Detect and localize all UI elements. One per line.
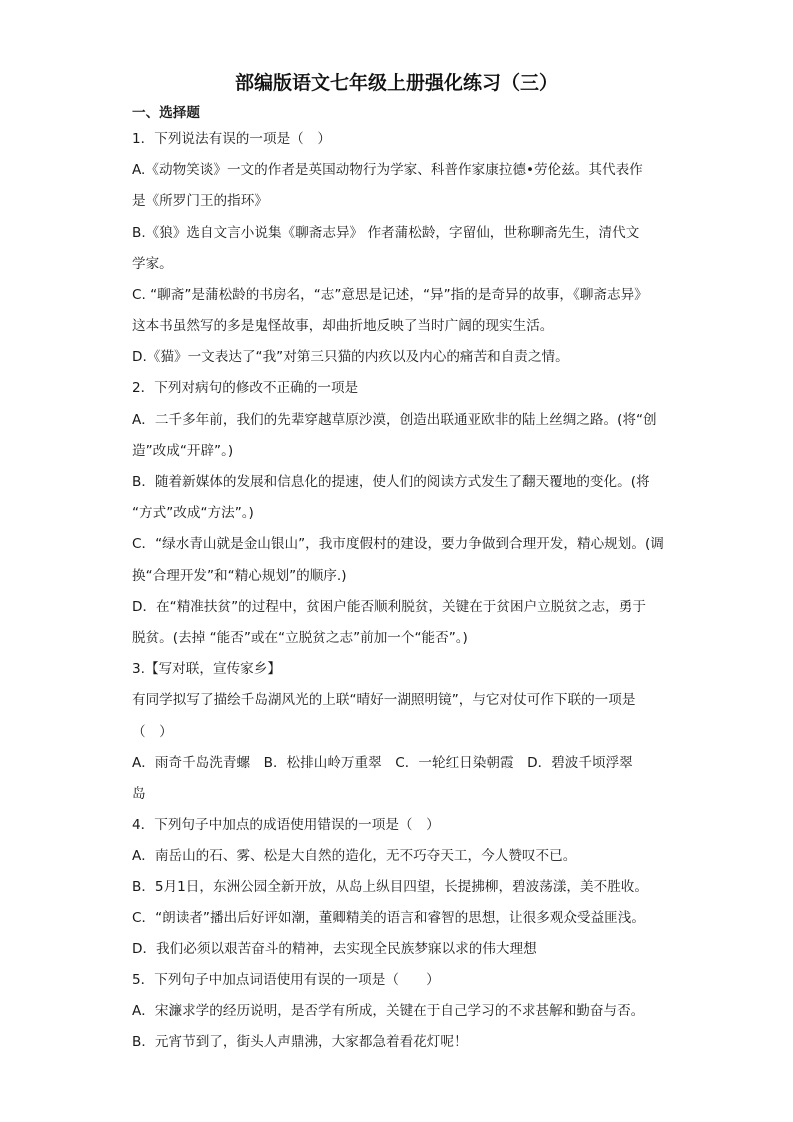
question-2-option-b-cont: “方式”改成“方法”。) xyxy=(132,505,254,521)
question-2-option-b: B．随着新媒体的发展和信息化的提速，使人们的阅读方式发生了翻天覆地的变化。(将 xyxy=(132,474,650,490)
question-3-stem-cont: （ ） xyxy=(132,724,173,740)
question-3-options: A．雨奇千岛洗青螺 B．松排山岭万重翠 C．一轮红日染朝霞 D．碧波千顷浮翠 xyxy=(132,755,633,771)
question-2-option-c-cont: 换“合理开发”和“精心规划”的顺序.) xyxy=(132,568,347,584)
question-3-stem: 有同学拟写了描绘千岛湖风光的上联“晴好一湖照明镜”，与它对仗可作下联的一项是 xyxy=(132,692,636,708)
question-4-option-b: B．5月1日，东洲公园全新开放，从岛上纵目四望，长提拂柳，碧波荡漾，美不胜收。 xyxy=(132,879,648,895)
page-title: 部编版语文七年级上册强化练习（三） xyxy=(234,72,558,94)
question-2-option-d-cont: 脱贫。(去掉 “能否”或在“立脱贫之志”前加一个“能否”。) xyxy=(132,630,468,646)
question-4-option-c: C．“朗读者”播出后好评如潮，董卿精美的语言和睿智的思想，让很多观众受益匪浅。 xyxy=(132,910,645,926)
question-2-option-d: D．在“精准扶贫”的过程中，贫困户能否顺利脱贫，关键在于贫困户立脱贫之志，勇于 xyxy=(132,599,646,615)
question-2-option-a-cont: 造”改成“开辟”。) xyxy=(132,443,234,459)
question-5-option-a: A．宋濂求学的经历说明，是否学有所成，关键在于自己学习的不求甚解和勤奋与否。 xyxy=(132,1003,645,1019)
question-3-options-cont: 岛 xyxy=(132,786,146,802)
question-2-stem: 2．下列对病句的修改不正确的一项是 xyxy=(132,380,359,396)
question-2-option-c: C．“绿水青山就是金山银山”，我市度假村的建设，要力争做到合理开发，精心规划。(调 xyxy=(132,536,664,552)
question-4-option-d: D．我们必须以艰苦奋斗的精神，去实现全民族梦寐以求的伟大理想 xyxy=(132,941,537,957)
question-1-option-c-cont: 这本书虽然写的多是鬼怪故事，却曲折地反映了当时广阔的现实生活。 xyxy=(132,318,554,334)
question-3-heading: 3.【写对联，宣传家乡】 xyxy=(132,661,281,677)
question-1-stem: 1．下列说法有误的一项是（ ） xyxy=(132,131,331,147)
question-1-option-b-cont: 学家。 xyxy=(132,256,173,272)
question-1-option-b: B.《狼》选自文言小说集《聊斋志异》 作者蒲松龄，字留仙，世称聊斋先生，清代文 xyxy=(132,225,640,241)
question-5-option-b: B．元宵节到了，街头人声鼎沸，大家都急着看花灯呢！ xyxy=(132,1034,468,1050)
question-4-stem: 4．下列句子中加点的成语使用错误的一项是（ ） xyxy=(132,817,440,833)
question-5-stem: 5．下列句子中加点词语使用有误的一项是（ ） xyxy=(132,972,440,988)
question-4-option-a: A．南岳山的石、雾、松是大自然的造化，无不巧夺天工，今人赞叹不已。 xyxy=(132,848,577,864)
question-1-option-c: C. “聊斋”是蒲松龄的书房名，“志”意思是记述，“异”指的是奇异的故事，《聊斋志异》 xyxy=(132,287,648,303)
question-1-option-a: A.《动物笑谈》一文的作者是英国动物行为学家、科普作家康拉德•劳伦兹。其代表作 xyxy=(132,162,643,178)
section-heading: 一、选择题 xyxy=(132,105,200,121)
question-2-option-a: A．二千多年前，我们的先辈穿越草原沙漠，创造出联通亚欧非的陆上丝绸之路。(将“创 xyxy=(132,412,657,428)
question-1-option-d: D.《猫》一文表达了“我”对第三只猫的内疚以及内心的痛苦和自责之情。 xyxy=(132,349,569,365)
question-1-option-a-cont: 是《所罗门王的指环》 xyxy=(132,193,268,209)
